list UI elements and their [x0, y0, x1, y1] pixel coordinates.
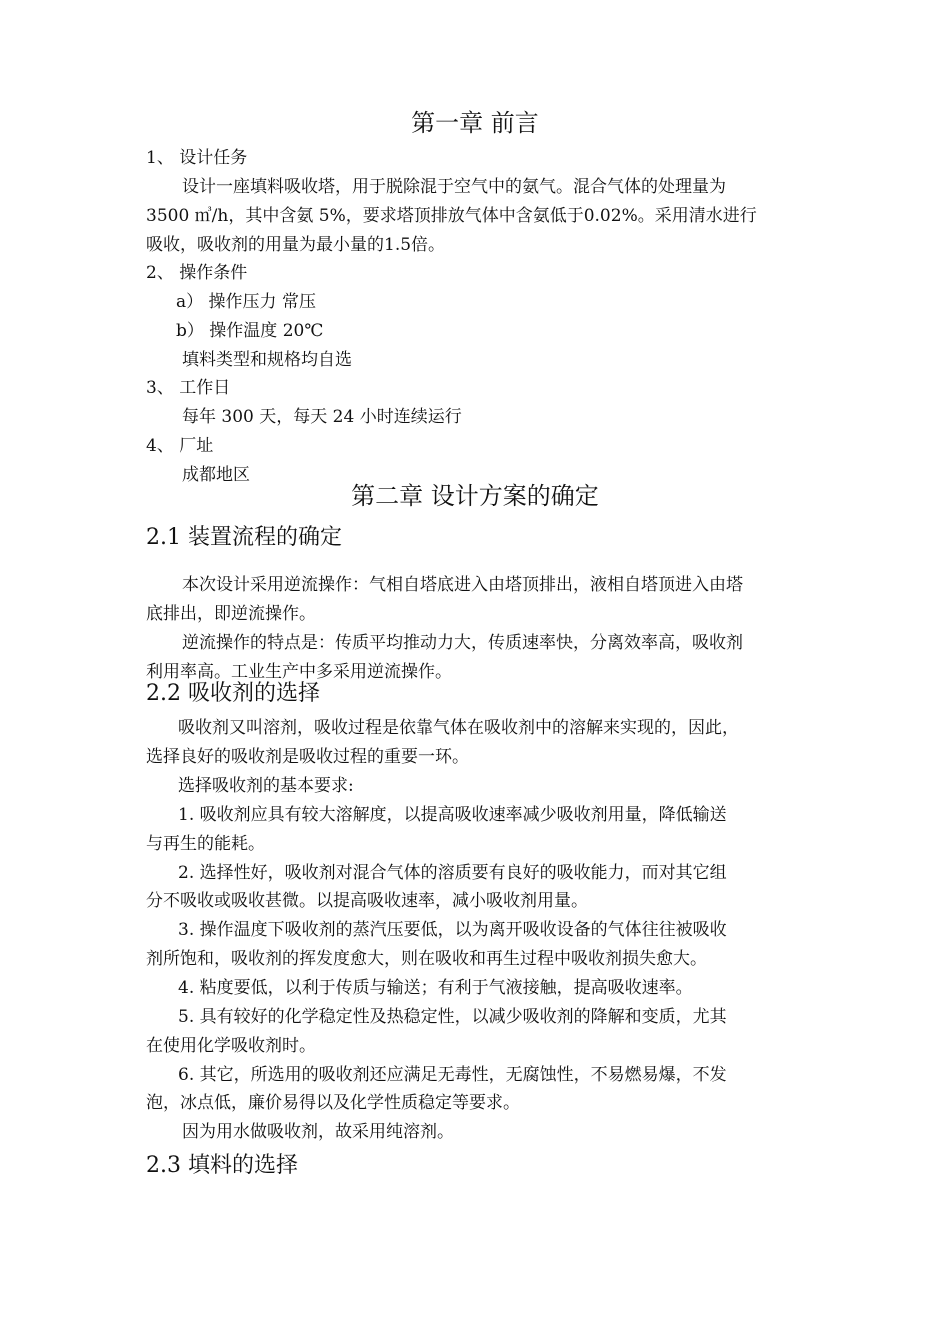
section-2-3-heading: 2.3 填料的选择 [146, 1153, 298, 1178]
workday-text: 每年 300 天，每天 24 小时连续运行 [182, 407, 462, 427]
section-2-1-heading: 2.1 装置流程的确定 [146, 525, 342, 550]
requirement-2-line-1: 2. 选择性好，吸收剂对混合气体的溶质要有良好的吸收能力，而对其它组 [178, 863, 727, 883]
condition-a: a） 操作压力 常压 [176, 292, 316, 312]
section-2-1-line-2: 底排出，即逆流操作。 [146, 604, 316, 624]
section-2-heading: 2、 操作条件 [146, 263, 248, 283]
requirement-4: 4. 粘度要低，以利于传质与输送；有利于气液接触，提高吸收速率。 [178, 978, 693, 998]
section-1-line-1: 设计一座填料吸收塔，用于脱除混于空气中的氨气。混合气体的处理量为 [182, 177, 726, 197]
condition-b: b） 操作温度 20℃ [176, 321, 324, 341]
section-4-heading: 4、 厂址 [146, 436, 214, 456]
section-1-heading: 1、 设计任务 [146, 148, 248, 168]
section-2-1-line-1: 本次设计采用逆流操作：气相自塔底进入由塔顶排出，液相自塔顶进入由塔 [182, 575, 743, 595]
requirement-3-line-1: 3. 操作温度下吸收剂的蒸汽压要低，以为离开吸收设备的气体往往被吸收 [178, 920, 727, 940]
packing-note: 填料类型和规格均自选 [182, 350, 352, 370]
section-2-1-line-4: 利用率高。工业生产中多采用逆流操作。 [146, 662, 452, 682]
requirement-6-line-2: 泡，冰点低，廉价易得以及化学性质稳定等要求。 [146, 1093, 520, 1113]
site-text: 成都地区 [182, 465, 250, 485]
requirement-6-line-1: 6. 其它，所选用的吸收剂还应满足无毒性，无腐蚀性，不易燃易爆，不发 [178, 1065, 727, 1085]
requirement-1-line-2: 与再生的能耗。 [146, 834, 265, 854]
section-2-1-line-3: 逆流操作的特点是：传质平均推动力大，传质速率快，分离效率高，吸收剂 [182, 633, 743, 653]
requirement-2-line-2: 分不吸收或吸收甚微。以提高吸收速率，减小吸收剂用量。 [146, 891, 588, 911]
requirement-3-line-2: 剂所饱和，吸收剂的挥发度愈大，则在吸收和再生过程中吸收剂损失愈大。 [146, 949, 707, 969]
section-3-heading: 3、 工作日 [146, 378, 231, 398]
chapter-2-title: 第二章 设计方案的确定 [351, 482, 599, 510]
section-2-2-line-2: 选择良好的吸收剂是吸收过程的重要一环。 [146, 747, 469, 767]
solvent-conclusion: 因为用水做吸收剂，故采用纯溶剂。 [182, 1122, 454, 1142]
section-2-2-line-3: 选择吸收剂的基本要求: [178, 776, 354, 796]
section-1-line-2: 3500 ㎥/h，其中含氨 5%，要求塔顶排放气体中含氨低于0.02%。采用清水进行 [146, 206, 757, 226]
section-2-2-heading: 2.2 吸收剂的选择 [146, 681, 320, 706]
section-1-line-3: 吸收，吸收剂的用量为最小量的1.5倍。 [146, 235, 446, 255]
requirement-5-line-1: 5. 具有较好的化学稳定性及热稳定性，以减少吸收剂的降解和变质，尤其 [178, 1007, 727, 1027]
requirement-5-line-2: 在使用化学吸收剂时。 [146, 1036, 316, 1056]
chapter-1-title: 第一章 前言 [411, 109, 539, 137]
requirement-1-line-1: 1. 吸收剂应具有较大溶解度，以提高吸收速率减少吸收剂用量，降低输送 [178, 805, 727, 825]
section-2-2-line-1: 吸收剂又叫溶剂，吸收过程是依靠气体在吸收剂中的溶解来实现的，因此， [178, 718, 739, 738]
